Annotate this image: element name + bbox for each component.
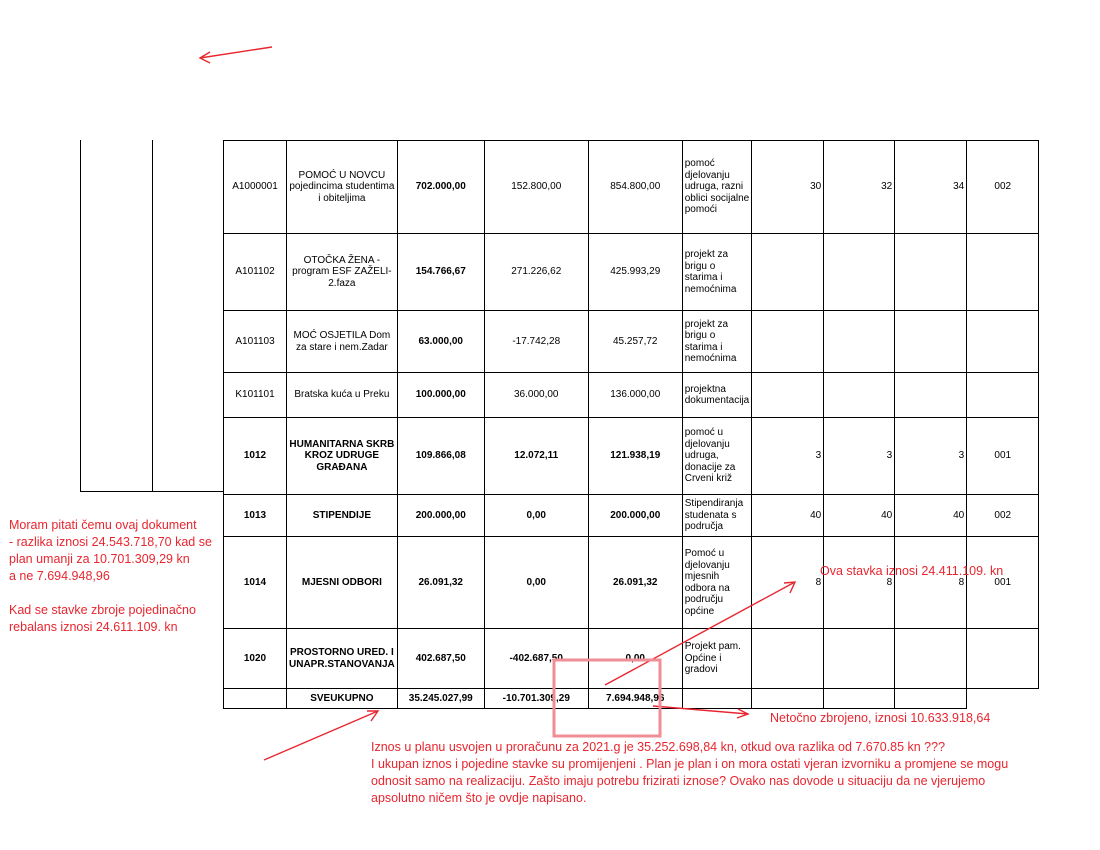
row-source: 001 [967,418,1039,495]
row-indicator-1: 3 [752,418,824,495]
total-new-plan: 7.694.948,96 [588,689,682,709]
row-code: 1013 [224,495,287,537]
row-name: Bratska kuća u Preku [287,373,398,418]
row-indicator-3: 3 [895,418,967,495]
row-description: Projekt pam. Općine i gradovi [682,629,751,689]
total-change: -10.701.309,29 [484,689,588,709]
row-plan: 100.000,00 [397,373,484,418]
annotation-line: I ukupan iznos i pojedine stavke su promijenjeni . Plan je plan i on mora ostati vjeran izvorniku a promjene se mogu [371,757,1009,771]
row-indicator-3: 40 [895,495,967,537]
row-name: HUMANITARNA SKRB KROZ UDRUGE GRAĐANA [287,418,398,495]
row-plan: 702.000,00 [397,141,484,234]
row-plan: 109.866,08 [397,418,484,495]
row-code: A1000001 [224,141,287,234]
row-plan: 200.000,00 [397,495,484,537]
row-plan: 26.091,32 [397,537,484,629]
row-code: A101103 [224,311,287,373]
row-description: projekt za brigu o starima i nemoćnima [682,234,751,311]
row-new-plan: 425.993,29 [588,234,682,311]
row-new-plan: 854.800,00 [588,141,682,234]
row-indicator-3: 8 [895,537,967,629]
row-name: STIPENDIJE [287,495,398,537]
total-highlight-box [554,660,660,736]
row-code: 1020 [224,629,287,689]
row-change: 271.226,62 [484,234,588,311]
row-new-plan: 200.000,00 [588,495,682,537]
total-label: SVEUKUPNO [287,689,398,709]
annotation-line: - razlika iznosi 24.543.718,70 kad se [9,535,212,549]
left-annotation [9,517,212,636]
bottom-arrow-head [367,711,378,721]
row-name: POMOĆ U NOVCU pojedincima studentima i obiteljima [287,141,398,234]
row-indicator-1: 8 [752,537,824,629]
row-indicator-2: 32 [824,141,895,234]
row-description: Stipendiranja studenata s područja [682,495,751,537]
row-plan: 63.000,00 [397,311,484,373]
row-indicator-3: 34 [895,141,967,234]
row-change: 36.000,00 [484,373,588,418]
row-plan: 154.766,67 [397,234,484,311]
row-change: 0,00 [484,537,588,629]
row-change: -17.742,28 [484,311,588,373]
total-plan: 35.245.027,99 [397,689,484,709]
annotation-line: odnosit samo na realizaciju. Zašto imaju potrebu frizirati iznose? Ovako nas dovode u situaciju da ne vjerujemo [371,774,986,788]
row-change: -402.687,50 [484,629,588,689]
row-new-plan: 136.000,00 [588,373,682,418]
row-description: projektna dokumentacija [682,373,751,418]
total-annotation: Netočno zbrojeno, iznosi 10.633.918,64 [770,711,991,725]
row-code: 1012 [224,418,287,495]
annotation-line: rebalans iznosi 24.611.109. kn [9,620,178,634]
annotation-line: Kad se stavke zbroje pojedinačno [9,603,196,617]
row-indicator-1: 40 [752,495,824,537]
row-plan: 402.687,50 [397,629,484,689]
row-name: MJESNI ODBORI [287,537,398,629]
annotation-line: Iznos u planu usvojen u proračunu za 2021.g je 35.252.698,84 kn, otkud ova razlika od 7.670.85 kn ??? [371,740,946,754]
annotation-line: plan umanji za 10.701.309,29 kn [9,552,190,566]
row-change: 152.800,00 [484,141,588,234]
row-code: A101102 [224,234,287,311]
row-source: 001 [967,537,1039,629]
row-description: Pomoć u djelovanju mjesnih odbora na području općine [682,537,751,629]
annotation-line: apsolutno ničem što je ovdje napisano. [371,791,587,805]
row-new-plan: 45.257,72 [588,311,682,373]
row-new-plan: 121.938,19 [588,418,682,495]
row-indicator-2: 3 [824,418,895,495]
top-arrow [200,47,272,58]
total-arrow [653,706,748,714]
row-change: 0,00 [484,495,588,537]
row-code: 1014 [224,537,287,629]
row-source: 002 [967,141,1039,234]
right-note-arrow [605,582,795,685]
row-indicator-2: 8 [824,537,895,629]
row-source: 002 [967,495,1039,537]
annotation-line: a ne 7.694.948,96 [9,569,110,583]
row-name: PROSTORNO URED. I UNAPR.STANOVANJA [287,629,398,689]
row-indicator-2: 40 [824,495,895,537]
row-name: MOĆ OSJETILA Dom za stare i nem.Zadar [287,311,398,373]
right-annotation: Ova stavka iznosi 24.411.109. kn [820,564,1004,578]
annotation-line: Moram pitati čemu ovaj dokument [9,518,197,532]
row-name: OTOČKA ŽENA - program ESF ZAŽELI-2.faza [287,234,398,311]
row-description: pomoć u djelovanju udruga, donacije za Crveni križ [682,418,751,495]
annotation-line [9,585,212,602]
row-code: K101101 [224,373,287,418]
row-indicator-1: 30 [752,141,824,234]
bottom-annotation [371,739,1008,807]
row-new-plan: 0,00 [588,629,682,689]
row-description: pomoć djelovanju udruga, razni oblici socijalne pomoći [682,141,751,234]
row-change: 12.072,11 [484,418,588,495]
row-new-plan: 26.091,32 [588,537,682,629]
row-description: projekt za brigu o starima i nemoćnima [682,311,751,373]
bottom-arrow [264,711,378,760]
